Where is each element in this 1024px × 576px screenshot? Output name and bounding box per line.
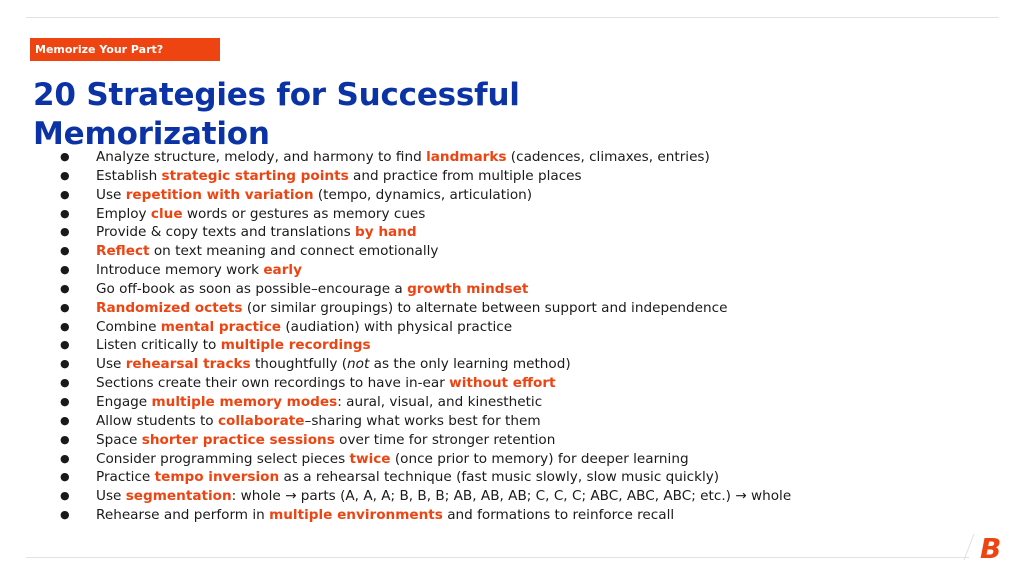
bullet-icon: ●: [60, 376, 70, 390]
bullet-icon: ●: [60, 413, 70, 427]
highlight-text: early: [263, 262, 302, 279]
bullet-icon: ●: [60, 187, 70, 201]
bullet-icon: ●: [60, 319, 70, 333]
strategy-item: [60, 223, 980, 242]
highlight-text: shorter practice sessions: [141, 431, 335, 448]
strategy-item: [60, 280, 980, 299]
strategy-item: [60, 186, 980, 205]
highlight-text: collaborate: [217, 412, 305, 429]
item-text: words or gestures as memory cues: [182, 205, 426, 222]
top-divider: [26, 17, 999, 18]
bullet-icon: ●: [60, 470, 70, 484]
item-text: Practice: [96, 469, 155, 486]
item-text: as a rehearsal technique (fast music slowly, slow music quickly): [279, 469, 720, 486]
item-text: Engage: [96, 393, 152, 410]
item-text: Use: [96, 356, 126, 373]
highlight-text: strategic starting points: [161, 167, 349, 184]
item-text: Provide & copy texts and translations: [96, 224, 356, 241]
item-text: Use: [96, 186, 126, 203]
strategy-item: [60, 393, 980, 412]
strategy-item: [60, 374, 980, 393]
strategy-item: [60, 336, 980, 355]
bullet-icon: ●: [60, 432, 70, 446]
highlight-text: Reflect: [96, 243, 150, 260]
item-text: : aural, visual, and kinesthetic: [337, 393, 543, 410]
bullet-icon: ●: [60, 206, 70, 220]
bullet-icon: ●: [60, 451, 70, 465]
item-text: Listen critically to: [96, 337, 221, 354]
bullet-icon: ●: [60, 300, 70, 314]
strategy-item: [60, 450, 980, 469]
emphasis-text: not: [347, 356, 370, 373]
highlight-text: mental practice: [160, 318, 281, 335]
strategy-item: [60, 205, 980, 224]
strategy-item: [60, 487, 980, 506]
strategy-item: [60, 506, 980, 525]
strategy-item: [60, 242, 980, 261]
highlight-text: tempo inversion: [154, 469, 280, 486]
bullet-icon: ●: [60, 263, 70, 277]
item-text: and practice from multiple places: [348, 167, 582, 184]
strategy-item: [60, 412, 980, 431]
item-text: and formations to reinforce recall: [442, 507, 675, 524]
strategy-item: [60, 261, 980, 280]
item-text: as the only learning method): [369, 356, 571, 373]
item-text: Employ: [96, 205, 151, 222]
highlight-text: twice: [349, 450, 391, 467]
bullet-icon: ●: [60, 357, 70, 371]
item-text: Allow students to: [96, 412, 218, 429]
highlight-text: segmentation: [125, 488, 232, 505]
bullet-icon: ●: [60, 281, 70, 295]
highlight-text: multiple environments: [269, 507, 443, 524]
highlight-text: clue: [150, 205, 183, 222]
bullet-icon: ●: [60, 225, 70, 239]
bullet-icon: ●: [60, 168, 70, 182]
strategy-item: [60, 431, 980, 450]
strategy-item: [60, 148, 980, 167]
item-text: Go off-book as soon as possible–encourage a: [96, 280, 408, 297]
slide-title: 20 Strategies for Successful Memorization: [33, 77, 520, 152]
highlight-text: growth mindset: [407, 280, 529, 297]
highlight-text: rehearsal tracks: [125, 356, 251, 373]
item-text: (tempo, dynamics, articulation): [313, 186, 533, 203]
item-text: Combine: [96, 318, 161, 335]
item-text: over time for stronger retention: [334, 431, 556, 448]
item-text: –sharing what works best for them: [304, 412, 541, 429]
item-text: (cadences, climaxes, entries): [506, 149, 710, 165]
bullet-icon: ●: [60, 508, 70, 522]
bullet-icon: ●: [60, 150, 70, 163]
item-text: (once prior to memory) for deeper learning: [390, 450, 689, 467]
strategy-item: [60, 355, 980, 374]
highlight-text: landmarks: [426, 149, 507, 165]
strategy-item: [60, 468, 980, 487]
strategy-item: [60, 167, 980, 186]
item-text: (audiation) with physical practice: [281, 318, 513, 335]
item-text: Use: [96, 488, 126, 505]
highlight-text: without effort: [449, 375, 556, 392]
strategy-list: [60, 148, 980, 525]
highlight-text: Randomized octets: [96, 299, 243, 316]
item-text: (or similar groupings) to alternate between support and independence: [242, 299, 728, 316]
item-text: Introduce memory work: [96, 262, 264, 279]
item-text: Analyze structure, melody, and harmony to find: [96, 149, 427, 165]
item-text: Space: [96, 431, 142, 448]
item-text: on text meaning and connect emotionally: [149, 243, 439, 260]
item-text: Establish: [96, 167, 162, 184]
highlight-text: repetition with variation: [125, 186, 314, 203]
item-text: : whole → parts (A, A, A; B, B, B; AB, AB, AB; C, C, C; ABC, ABC, ABC; etc.) → whole: [231, 488, 792, 505]
item-text: Sections create their own recordings to have in-ear: [96, 375, 450, 392]
bullet-icon: ●: [60, 489, 70, 503]
highlight-text: multiple recordings: [220, 337, 371, 354]
bullet-icon: ●: [60, 394, 70, 408]
section-tag: Memorize Your Part?: [30, 38, 220, 61]
highlight-text: multiple memory modes: [151, 393, 338, 410]
bullet-icon: ●: [60, 338, 70, 352]
logo-letter: B: [980, 532, 1002, 561]
strategy-item: [60, 299, 980, 318]
bullet-icon: ●: [60, 244, 70, 258]
item-text: thoughtfully (: [250, 356, 348, 373]
item-text: Consider programming select pieces: [96, 450, 350, 467]
bottom-divider: [26, 557, 969, 558]
highlight-text: by hand: [355, 224, 417, 241]
strategy-item: [60, 318, 980, 337]
item-text: Rehearse and perform in: [96, 507, 270, 524]
boise-state-b-logo: [962, 531, 1010, 561]
